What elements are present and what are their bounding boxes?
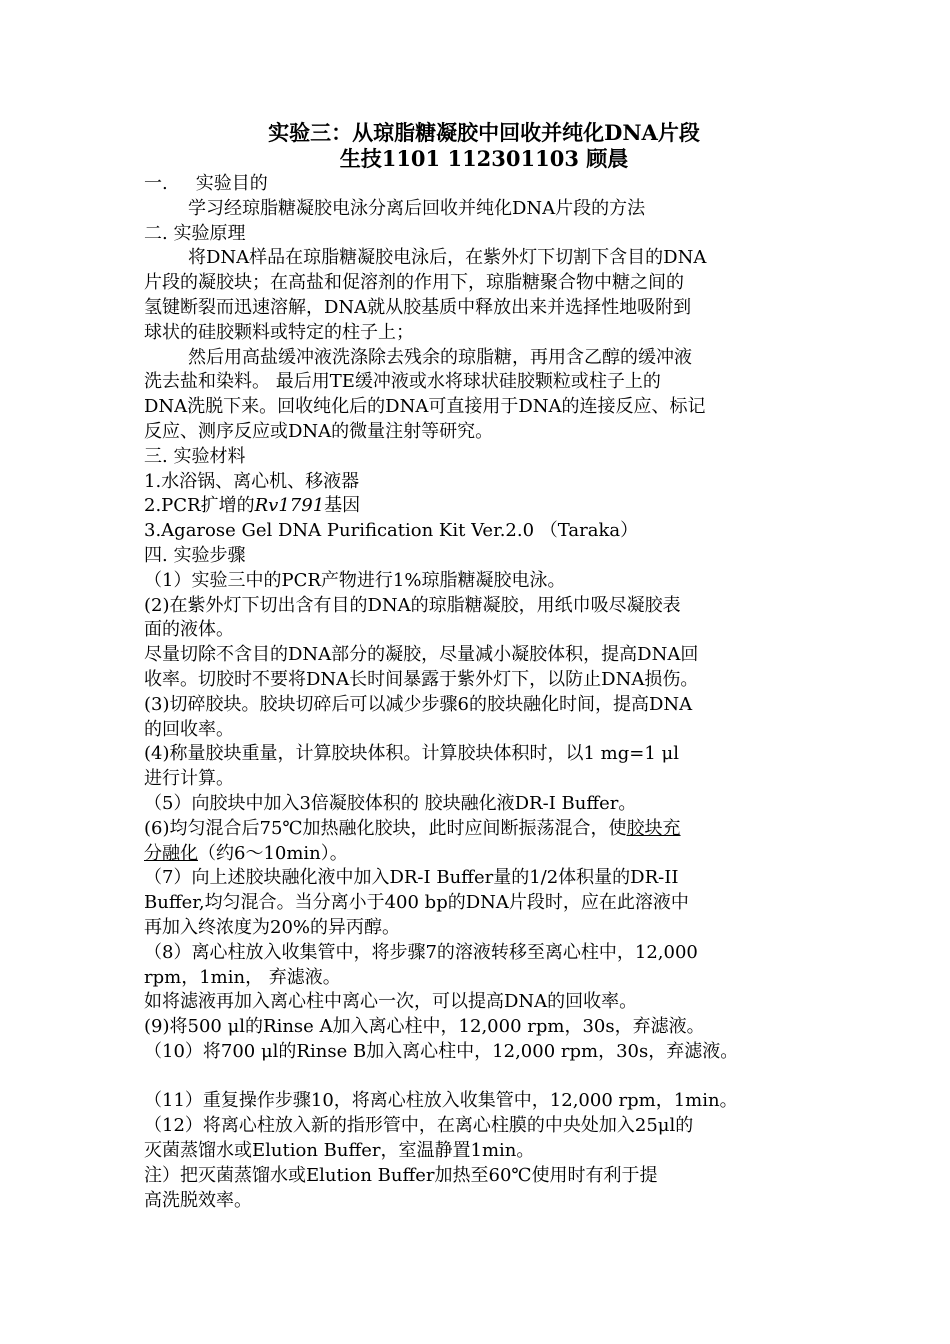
material-text: 2.PCR扩增的 <box>144 495 255 517</box>
material-text: 基因 <box>324 495 361 517</box>
step-3-line: 的回收率。 <box>144 718 234 740</box>
step-2-note-line: 收率。切胶时不要将DNA长时间暴露于紫外灯下，以防止DNA损伤。 <box>144 668 699 690</box>
principle-p1-line: 片段的凝胶块；在高盐和促溶剂的作用下，琼脂糖聚合物中糖之间的 <box>144 272 684 294</box>
purpose-text: 学习经琼脂糖凝胶电泳分离后回收并纯化DNA片段的方法 <box>188 197 646 219</box>
step-8-line: rpm，1min， 弃滤液。 <box>144 966 341 988</box>
principle-p2-line: 反应、测序反应或DNA的微量注射等研究。 <box>144 420 494 442</box>
step-8-note: 如将滤液再加入离心柱中离心一次，可以提高DNA的回收率。 <box>144 991 638 1013</box>
principle-p2-line: 然后用高盐缓冲液洗涤除去残余的琼脂糖，再用含乙醇的缓冲液 <box>188 346 692 368</box>
material-item: 3.Agarose Gel DNA Purification Kit Ver.2.0 （Taraka） <box>144 520 639 542</box>
step-text: （约6～10min）。 <box>198 842 348 864</box>
principle-p1-line: 将DNA样品在琼脂糖凝胶电泳后，在紫外灯下切割下含目的DNA <box>188 247 707 269</box>
gene-name: Rv1791 <box>254 495 325 517</box>
step-7-line: Buffer,均匀混合。当分离小于400 bp的DNA片段时，应在此溶液中 <box>144 892 689 914</box>
step-9: (9)将500 μl的Rinse A加入离心柱中，12,000 rpm，30s，弃滤液。 <box>144 1016 705 1038</box>
step-12-note-line: 高洗脱效率。 <box>144 1189 252 1211</box>
section-number: 一. <box>144 173 168 194</box>
step-12-note-line: 注）把灭菌蒸馏水或Elution Buffer加热至60℃使用时有利于提 <box>144 1164 658 1186</box>
principle-p2-line: DNA洗脱下来。回收纯化后的DNA可直接用于DNA的连接反应、标记 <box>144 396 706 418</box>
step-5: （5）向胶块中加入3倍凝胶体积的 胶块融化液DR-I Buffer。 <box>144 792 637 814</box>
step-11: （11）重复操作步骤10，将离心柱放入收集管中，12,000 rpm，1min。 <box>144 1090 738 1112</box>
step-7-line: 再加入终浓度为20%的异丙醇。 <box>144 916 401 938</box>
step-12-line: 灭菌蒸馏水或Elution Buffer，室温静置1min。 <box>144 1140 535 1162</box>
blank-line <box>144 1065 824 1090</box>
author-line: 生技1101 112301103 顾晨 <box>339 146 629 171</box>
step-7-line: （7）向上述胶块融化液中加入DR-I Buffer量的1/2体积量的DR-II <box>144 867 679 889</box>
section-heading-materials: 三. 实验材料 <box>144 445 246 467</box>
material-item: 1.水浴锅、离心机、移液器 <box>144 470 360 492</box>
step-2-line: 面的液体。 <box>144 619 234 641</box>
step-4-line: (4)称量胶块重量，计算胶块体积。计算胶块体积时，以1 mg=1 μl <box>144 743 679 765</box>
document-page <box>144 120 824 1213</box>
section-heading-steps: 四. 实验步骤 <box>144 544 246 566</box>
step-2-note-line: 尽量切除不含目的DNA部分的凝胶，尽量减小凝胶体积，提高DNA回 <box>144 644 699 666</box>
principle-p1-line: 球状的硅胶颗料或特定的柱子上； <box>144 321 414 343</box>
step-8-line: （8）离心柱放入收集管中，将步骤7的溶液转移至离心柱中，12,000 <box>144 941 698 963</box>
material-item <box>144 494 824 519</box>
step-text: (6)均匀混合后75℃加热融化胶块，此时应间断振荡混合，使 <box>144 817 627 839</box>
underlined-text: 胶块充 <box>626 817 681 839</box>
step-6-line <box>144 817 824 842</box>
underlined-text: 分融化 <box>144 842 198 864</box>
step-3-line: (3)切碎胶块。胶块切碎后可以减少步骤6的胶块融化时间，提高DNA <box>144 693 693 715</box>
principle-p1-line: 氢键断裂而迅速溶解，DNA就从胶基质中释放出来并选择性地吸附到 <box>144 296 692 318</box>
section-title: 实验目的 <box>195 173 268 194</box>
step-10: （10）将700 μl的Rinse B加入离心柱中，12,000 rpm，30s，弃滤液。 <box>144 1040 739 1062</box>
step-12-line: （12）将离心柱放入新的指形管中，在离心柱膜的中央处加入25μl的 <box>144 1115 694 1137</box>
principle-p2-line: 洗去盐和染料。 最后用TE缓冲液或水将球状硅胶颗粒或柱子上的 <box>144 371 661 393</box>
step-2-line: (2)在紫外灯下切出含有目的DNA的琼脂糖凝胶，用纸巾吸尽凝胶表 <box>144 594 681 616</box>
step-4-line: 进行计算。 <box>144 768 234 790</box>
document-title: 实验三：从琼脂糖凝胶中回收并纯化DNA片段 <box>268 120 700 145</box>
section-heading-principle: 二. 实验原理 <box>144 222 246 244</box>
step-1: （1）实验三中的PCR产物进行1%琼脂糖凝胶电泳。 <box>144 569 566 591</box>
section-heading-purpose <box>144 172 824 197</box>
step-6-line <box>144 842 824 867</box>
